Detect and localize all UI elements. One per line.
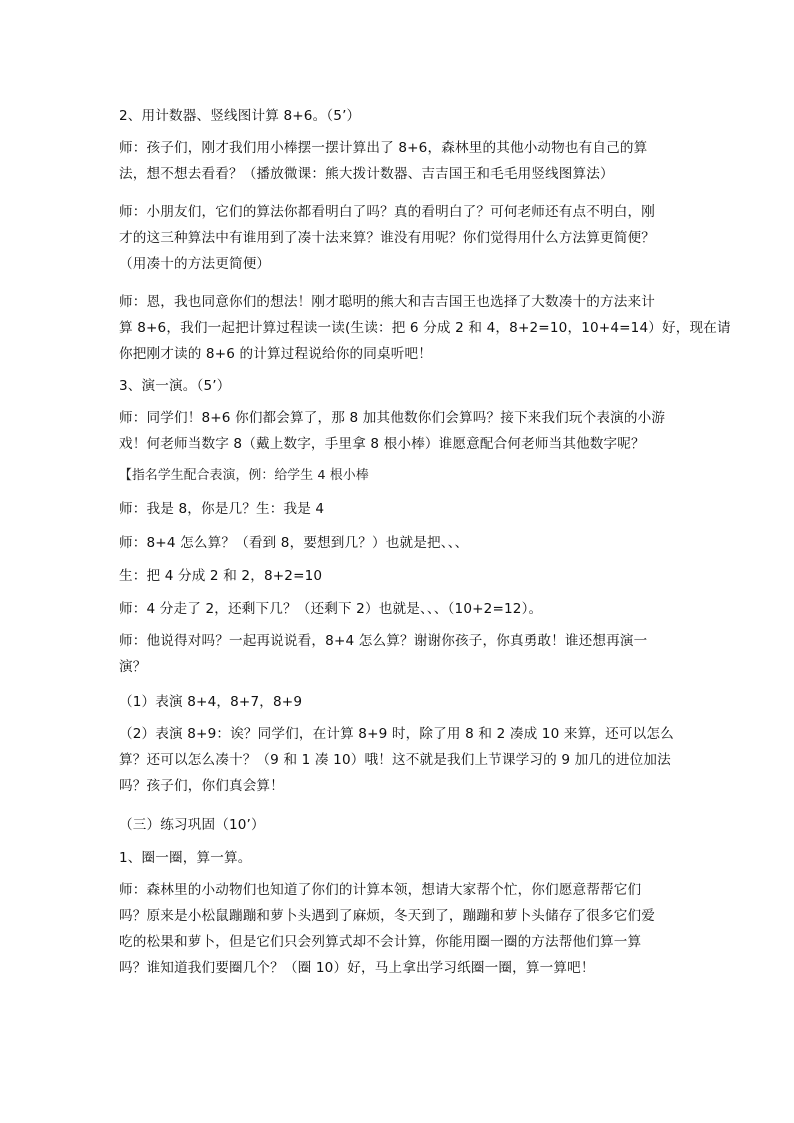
paragraph-teacher-1 bbox=[119, 135, 659, 187]
text-line: 师：森林里的小动物们也知道了你们的计算本领，想请大家帮个忙，你们愿意帮帮它们 bbox=[119, 882, 642, 898]
heading-3-act bbox=[119, 373, 659, 399]
text-line: 师：同学们！8+6 你们都会算了，那 8 加其他数你们会算吗？接下来我们玩个表演的小游 bbox=[119, 410, 666, 426]
paragraph-teacher-3 bbox=[119, 289, 731, 367]
text-line: 师：恩，我也同意你们的想法！刚才聪明的熊大和吉吉国王也选择了大数凑十的方法来计 bbox=[119, 294, 656, 310]
dialogue-line-3 bbox=[119, 563, 659, 589]
text-line: 算 8+6，我们一起把计算过程读一读(生读：把 6 分成 2 和 4，8+2=10，10+4=14）好，现在请 bbox=[119, 320, 731, 336]
text-line: 吗？原来是小松鼠蹦蹦和萝卜头遇到了麻烦，冬天到了，蹦蹦和萝卜头储存了很多它们爱 bbox=[119, 908, 656, 924]
text-line: （三）练习巩固（10’） bbox=[119, 817, 265, 833]
dialogue-line-1 bbox=[119, 496, 659, 522]
text-line: 师：他说得对吗？一起再说说看，8+4 怎么算？谢谢你孩子，你真勇敢！谁还想再演一 bbox=[119, 633, 648, 649]
text-line: （用凑十的方法更简便） bbox=[119, 256, 271, 272]
text-line: 才的这三种算法中有谁用到了凑十法来算？谁没有用呢？你们觉得用什么方法算更简便？ bbox=[119, 230, 656, 246]
paragraph-teacher-6 bbox=[119, 877, 659, 981]
text-line: 2、用计数器、竖线图计算 8+6。（5’） bbox=[119, 108, 361, 124]
text-line: （2）表演 8+9：诶？同学们，在计算 8+9 时，除了用 8 和 2 凑成 10 来算，还可以怎么 bbox=[119, 726, 674, 742]
text-line: 师：我是 8，你是几？生：我是 4 bbox=[119, 501, 325, 517]
list-item-1 bbox=[119, 689, 659, 715]
paragraph-teacher-5 bbox=[119, 628, 659, 680]
heading-2-counter-method bbox=[119, 103, 659, 129]
text-line: 师：孩子们，刚才我们用小棒摆一摆计算出了 8+6，森林里的其他小动物也有自己的算 bbox=[119, 140, 648, 156]
text-line: 你把刚才读的 8+6 的计算过程说给你的同桌听吧！ bbox=[119, 346, 432, 362]
paragraph-teacher-4 bbox=[119, 405, 666, 457]
note-student-performance bbox=[119, 463, 659, 489]
text-line: （1）表演 8+4，8+7，8+9 bbox=[119, 694, 303, 710]
text-line: 1、圈一圈，算一算。 bbox=[119, 850, 252, 866]
text-line: 【指名学生配合表演，例：给学生 4 根小棒 bbox=[119, 468, 369, 483]
text-line: 生：把 4 分成 2 和 2，8+2=10 bbox=[119, 568, 323, 584]
text-line: 3、演一演。（5’） bbox=[119, 378, 231, 394]
text-line: 吃的松果和萝卜，但是它们只会列算式却不会计算，你能用圈一圈的方法帮他们算一算 bbox=[119, 934, 642, 950]
text-line: 吗？孩子们，你们真会算！ bbox=[119, 778, 284, 794]
text-line: 师：小朋友们，它们的算法你都看明白了吗？真的看明白了？可何老师还有点不明白，刚 bbox=[119, 204, 656, 220]
dialogue-line-4 bbox=[119, 596, 659, 622]
paragraph-teacher-2 bbox=[119, 199, 659, 277]
heading-1-circle bbox=[119, 845, 659, 871]
section-practice-heading bbox=[119, 812, 659, 838]
text-line: 法，想不想去看看？（播放微课：熊大拨计数器、吉吉国王和毛毛用竖线图算法） bbox=[119, 166, 614, 182]
text-line: 师：4 分走了 2，还剩下几？（还剩下 2）也就是、、、（10+2=12）。 bbox=[119, 601, 543, 617]
text-line: 吗？谁知道我们要圈几个？（圈 10）好，马上拿出学习纸圈一圈，算一算吧！ bbox=[119, 960, 595, 976]
text-line: 算？还可以怎么凑十？（9 和 1 凑 10）哦！这不就是我们上节课学习的 9 加几的进位加法 bbox=[119, 752, 671, 768]
text-line: 戏！何老师当数字 8（戴上数字，手里拿 8 根小棒）谁愿意配合何老师当其他数字呢？ bbox=[119, 436, 645, 452]
text-line: 师：8+4 怎么算？（看到 8，要想到几？）也就是把、、、 bbox=[119, 535, 469, 551]
text-line: 演？ bbox=[119, 659, 147, 675]
list-item-2 bbox=[119, 721, 674, 799]
dialogue-line-2 bbox=[119, 530, 659, 556]
